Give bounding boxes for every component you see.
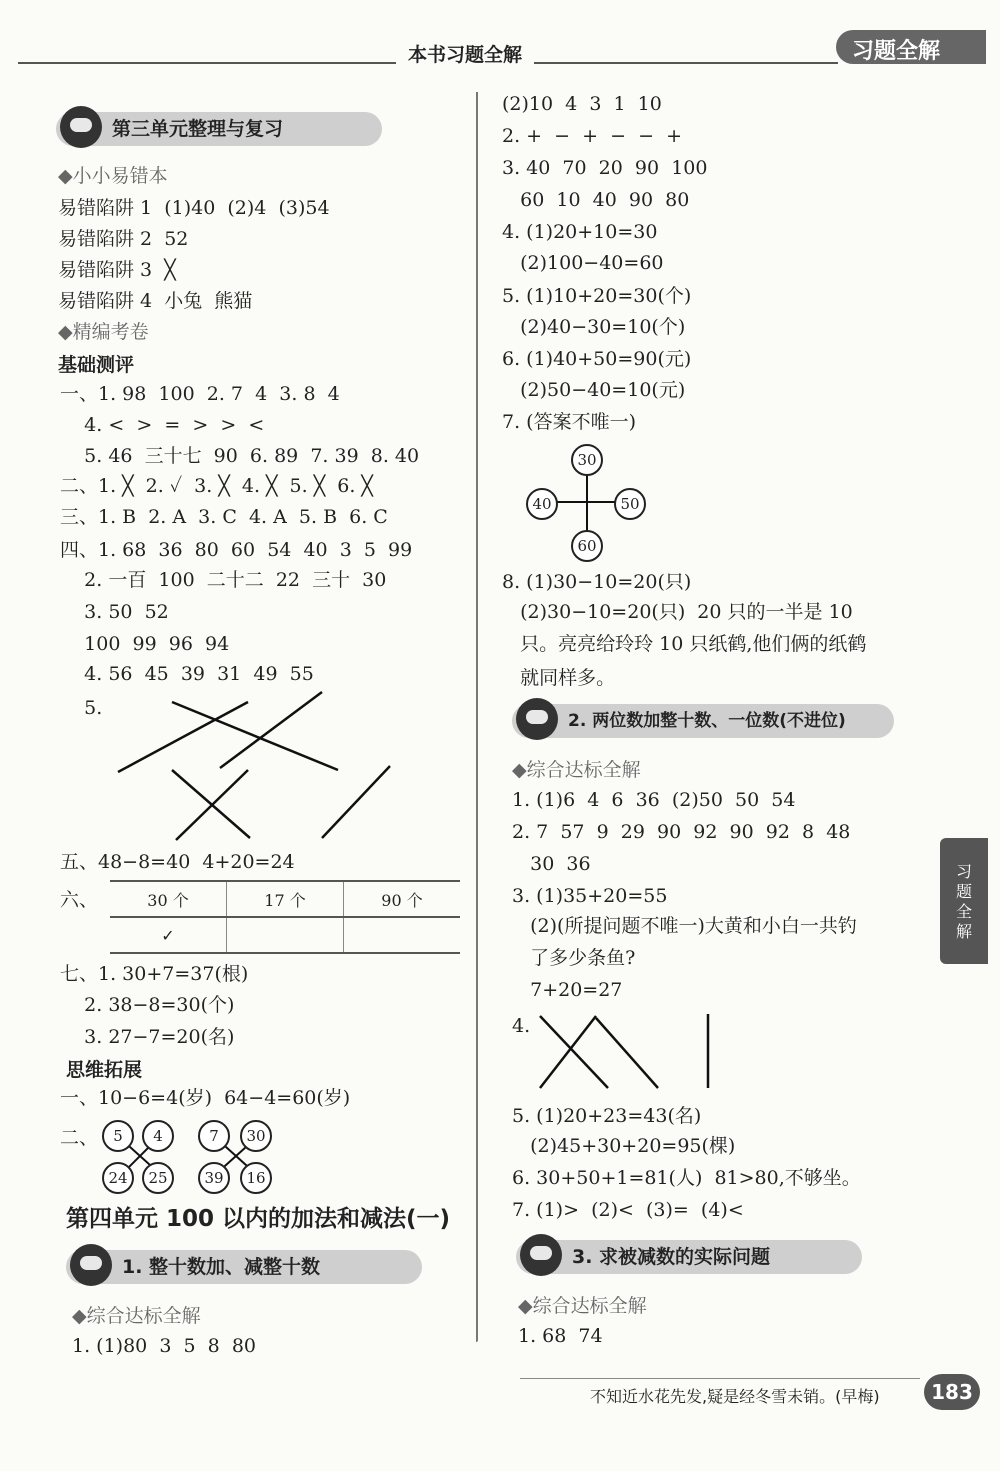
answer-line: 5. — [60, 697, 103, 719]
mascot-icon — [60, 106, 102, 148]
liu-table — [110, 880, 460, 954]
cross-circle: 60 — [571, 530, 603, 562]
cross-circle: 40 — [526, 488, 558, 520]
number-circle: 4 — [142, 1120, 174, 1152]
answer-line: 7. (答案不唯一) — [502, 411, 636, 433]
answer-line: 60 10 40 90 80 — [502, 189, 690, 211]
answer-line: 2. 7 57 9 29 90 92 90 92 8 48 — [512, 821, 851, 843]
number-circle: 5 — [102, 1120, 134, 1152]
number-circle: 39 — [198, 1162, 230, 1194]
sec1-banner: 1. 整十数加、减整十数 — [66, 1250, 422, 1284]
mascot-icon — [70, 1244, 112, 1286]
jingbian-title: ◆精编考卷 — [58, 321, 149, 343]
cuoti-title: ◆小小易错本 — [58, 165, 168, 187]
zonghe-title: ◆综合达标全解 — [512, 759, 641, 781]
answer-line: 3. (1)35+20=55 — [512, 885, 668, 907]
answer-line: (2)40−30=10(个) — [502, 316, 686, 338]
answer-line: 1. (1)6 4 6 36 (2)50 50 54 — [512, 789, 796, 811]
footer-quote: 不知近水花先发,疑是经冬雪未销。(早梅) — [590, 1387, 880, 1406]
sec2-banner: 2. 两位数加整十数、一位数(不进位) — [512, 704, 894, 738]
liu-header: 90 个 — [344, 881, 461, 917]
answer-line: (2)45+30+20=95(棵) — [512, 1135, 736, 1157]
answer-line: 四、1. 68 36 80 60 54 40 3 5 99 — [60, 539, 413, 561]
answer-line: 三、1. B 2. A 3. C 4. A 5. B 6. C — [60, 506, 388, 528]
answer-line: 2. 一百 100 二十二 22 三十 30 — [60, 569, 387, 591]
liu-check: ✓ — [110, 917, 227, 953]
number-circle: 7 — [198, 1120, 230, 1152]
jichu-title: 基础测评 — [58, 354, 135, 376]
liu-header: 30 个 — [110, 881, 227, 917]
qi-line: 2. 38−8=30(个) — [60, 994, 235, 1016]
cross-circle: 50 — [614, 488, 646, 520]
answer-line: 1. (1)80 3 5 8 80 — [72, 1335, 257, 1357]
zonghe-title: ◆综合达标全解 — [72, 1305, 201, 1327]
matching-lines-left — [100, 690, 410, 850]
cuoti-line: 易错陷阱 2 52 — [58, 228, 189, 250]
answer-line: 3. 50 52 — [60, 601, 169, 623]
unit3-banner: 第三单元整理与复习 — [56, 112, 382, 146]
cuoti-line: 易错陷阱 3 ╳ — [58, 259, 176, 281]
answer-line: 只。亮亮给玲玲 10 只纸鹤,他们俩的纸鹤 — [502, 633, 867, 655]
cross-circle: 30 — [571, 444, 603, 476]
answer-line: 5. (1)10+20=30(个) — [502, 285, 692, 307]
answer-line: 4. — [512, 1015, 531, 1037]
sec3-banner: 3. 求被减数的实际问题 — [516, 1240, 862, 1274]
number-circle: 25 — [142, 1162, 174, 1194]
answer-line: 6. (1)40+50=90(元) — [502, 348, 692, 370]
answer-line: 1. 68 74 — [518, 1325, 603, 1347]
number-circle: 24 — [102, 1162, 134, 1194]
matching-lines-right — [530, 1008, 730, 1098]
qi-line: 七、1. 30+7=37(根) — [60, 963, 249, 985]
footer-rule — [520, 1378, 920, 1379]
mascot-icon — [516, 698, 558, 740]
qi-line: 3. 27−7=20(名) — [60, 1026, 235, 1048]
answer-line: 100 99 96 94 — [60, 633, 230, 655]
cuoti-line: 易错陷阱 4 小兔 熊猫 — [58, 290, 253, 312]
siwei-line: 一、10−6=4(岁) 64−4=60(岁) — [60, 1087, 351, 1109]
header-tag-text: 习题全解 — [852, 39, 941, 64]
header-title: 本书习题全解 — [396, 40, 534, 67]
liu-label: 六、 — [60, 889, 99, 911]
number-circle: 16 — [240, 1162, 272, 1194]
answer-line: 8. (1)30−10=20(只) — [502, 571, 692, 593]
answer-line: 4. < > = > > < — [60, 414, 265, 436]
answer-line: (2)50−40=10(元) — [502, 379, 686, 401]
side-tab: 习题全解 — [940, 838, 988, 964]
wu-line: 五、48−8=40 4+20=24 — [60, 851, 295, 873]
answer-line: (2)30−10=20(只) 20 只的一半是 10 — [502, 601, 853, 623]
cuoti-line: 易错陷阱 1 (1)40 (2)4 (3)54 — [58, 197, 330, 219]
unit4-title: 第四单元 100 以内的加法和减法(一) — [66, 1206, 451, 1232]
answer-line: 6. 30+50+1=81(人) 81>80,不够坐。 — [512, 1167, 861, 1189]
number-circle: 30 — [240, 1120, 272, 1152]
answer-line: 7+20=27 — [512, 979, 623, 1001]
answer-line: 了多少条鱼? — [512, 947, 636, 969]
answer-line: 4. (1)20+10=30 — [502, 221, 658, 243]
liu-header: 17 个 — [227, 881, 344, 917]
answer-line: (2)100−40=60 — [502, 252, 664, 274]
answer-line: 5. (1)20+23=43(名) — [512, 1105, 702, 1127]
answer-line: 5. 46 三十七 90 6. 89 7. 39 8. 40 — [60, 445, 420, 467]
answer-line: 二、1. ╳ 2. ✓ 3. ╳ 4. ╳ 5. ╳ 6. ╳ — [60, 475, 373, 497]
siwei-label: 二、 — [60, 1127, 99, 1149]
answer-line: 一、1. 98 100 2. 7 4 3. 8 4 — [60, 383, 340, 405]
zonghe-title: ◆综合达标全解 — [518, 1295, 647, 1317]
answer-line: 2. + − + − − + — [502, 125, 683, 147]
answer-line: 就同样多。 — [502, 667, 616, 689]
answer-line: 4. 56 45 39 31 49 55 — [60, 663, 314, 685]
answer-line: 7. (1)> (2)< (3)= (4)< — [512, 1199, 744, 1221]
column-divider — [476, 92, 478, 1342]
answer-line: 3. 40 70 20 90 100 — [502, 157, 708, 179]
mascot-icon — [520, 1234, 562, 1276]
siwei-title: 思维拓展 — [66, 1059, 143, 1081]
answer-line: (2)(所提问题不唯一)大黄和小白一共钓 — [512, 915, 857, 937]
page-number: 183 — [924, 1374, 980, 1410]
answer-line: 30 36 — [512, 853, 591, 875]
answer-line: (2)10 4 3 1 10 — [502, 93, 662, 115]
